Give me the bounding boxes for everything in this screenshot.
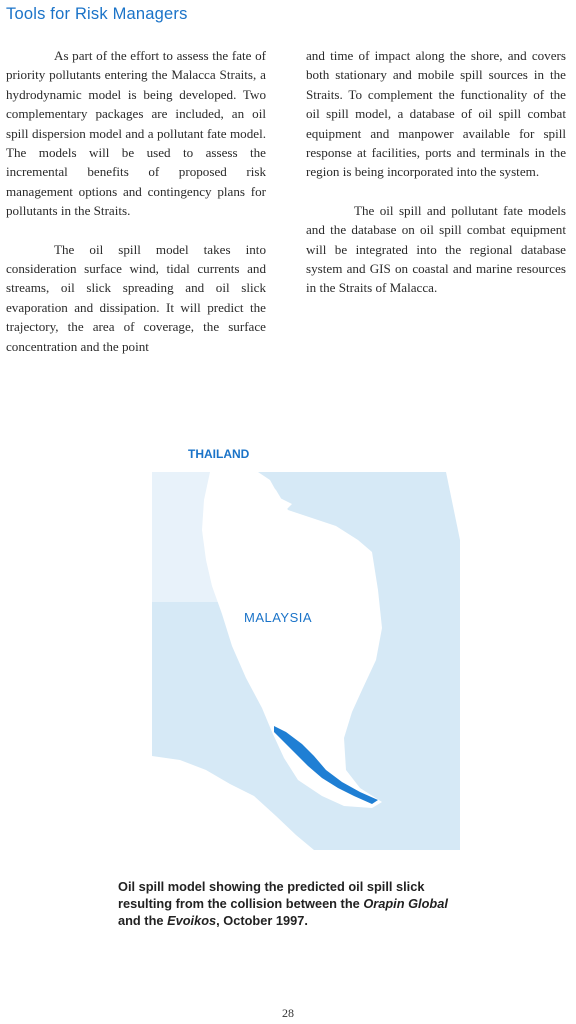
- caption-text: and the: [118, 913, 168, 928]
- figure-caption: [118, 878, 474, 929]
- page-number: 28: [282, 1006, 294, 1020]
- map-graphic: [146, 440, 464, 850]
- body-paragraph: As part of the effort to assess the fate of priority pollutants entering the Malacca Straits, a hydrodynamic model is being developed. Two complementary packages are included, an oil spill dispersion model and a pollutant fate model. The models will be used to assess the incremental benefits of proposed risk management options and contingency plans for pollutants in the Straits.: [6, 48, 266, 219]
- body-paragraph: The oil spill and pollutant fate models and the database on oil spill combat equipment will be integrated into the regional database system and GIS on coastal and marine resources in the Straits of Malacca.: [306, 202, 566, 296]
- caption-text: Oil spill model showing the predicted oil spill slick resulting from the collision between the: [118, 879, 425, 911]
- oil-spill-map-figure: [146, 440, 464, 850]
- caption-text: , October 1997.: [216, 913, 308, 928]
- body-paragraph: The oil spill model takes into consideration surface wind, tidal currents and streams, oil slick spreading and oil slick evaporation and dissipation. It will predict the trajectory, the area of coverage, the surface concentration and the point: [6, 241, 266, 354]
- vessel-name: Orapin Global: [363, 896, 448, 911]
- vessel-name: Evoikos: [167, 913, 217, 928]
- malaysia-label: MALAYSIA: [244, 610, 313, 625]
- right-column: [306, 46, 566, 317]
- thailand-label: THAILAND: [188, 447, 250, 461]
- section-title: Tools for Risk Managers: [6, 5, 188, 23]
- left-column: [6, 46, 266, 375]
- body-paragraph-continued: and time of impact along the shore, and covers both stationary and mobile spill sources in the Straits. To complement the functionality of the oil spill model, a database of oil spill combat equipment and manpower available for spill response at facilities, ports and terminals in the region is being incorporated into the system.: [306, 48, 566, 180]
